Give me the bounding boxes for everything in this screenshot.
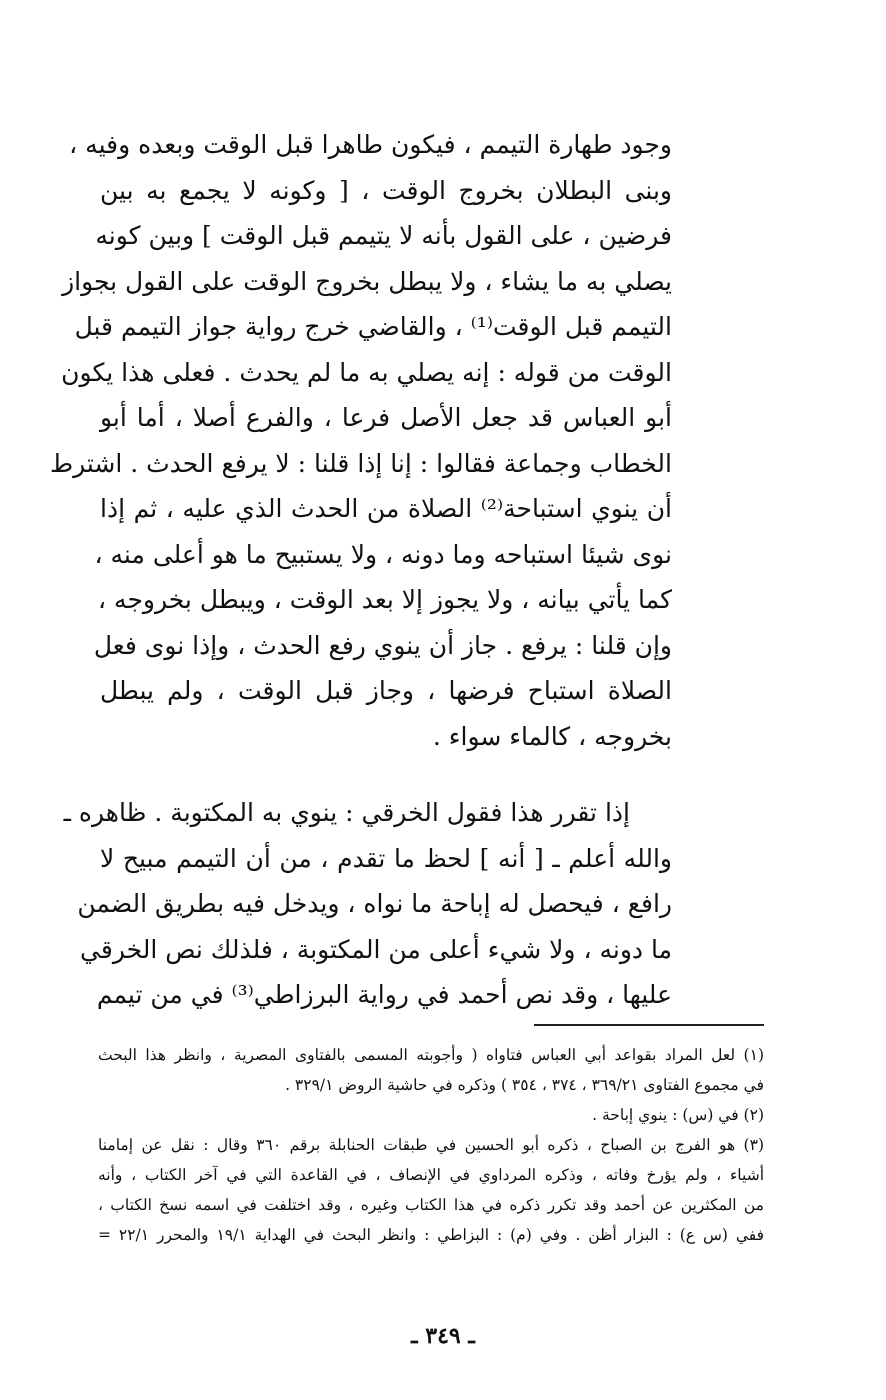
text-line: رافع ، فيحصل له إباحة ما نواه ، ويدخل فيه بطريق الضمن [77,889,672,918]
text-line: يصلي به ما يشاء ، ولا يبطل بخروج الوقت على القول بجواز [62,266,672,296]
paragraph-spacer [100,759,672,790]
footnote-line: (٢) في (س) : ينوي إباحة . [592,1106,764,1124]
text-line: فرضين ، على القول بأنه لا يتيمم قبل الوقت ] وبين كونه [95,221,672,250]
text-line: أبو العباس قد جعل الأصل فرعا ، والفرع أصلا ، أما أبو [100,403,672,432]
text-line: وإن قلنا : يرفع . جاز أن ينوي رفع الحدث ، وإذا نوى فعل [93,630,672,660]
text-line: نوى شيئا استباحه وما دونه ، ولا يستبيح ما هو أعلى منه ، [94,539,672,569]
paragraph-2 [63,790,672,1018]
footnote-line: (٣) هو الفرج بن الصباح ، ذكره أبو الحسين في طبقات الحنابلة برقم ٣٦٠ وقال : نقل عن إمامنا [98,1136,764,1154]
text-line: وبنى البطلان بخروج الوقت ، [ وكونه لا يجمع به بين [100,175,672,205]
text-line: والله أعلم ـ [ أنه ] لحظ ما تقدم ، من أن التيمم مبيح لا [100,843,672,873]
text-line: بخروجه ، كالماء سواء . [432,721,672,751]
text-line: كما يأتي بيانه ، ولا يجوز إلا بعد الوقت ، ويبطل بخروجه ، [98,585,672,614]
main-text [49,122,673,1018]
paragraph-1 [49,122,673,759]
text-line: إذا تقرر هذا فقول الخرقي : ينوي به المكتوبة . ظاهره ـ [63,798,630,827]
footnote-line: ففي (س ع) : البزار أظن . وفي (م) : البزاطي : وانظر البحث في الهداية ١٩/١ والمحرر ٢٢/١ = [98,1226,764,1244]
text-line: الوقت من قوله : إنه يصلي به ما لم يحدث . فعلى هذا يكون [61,357,672,387]
page-number: ـ ٣٤٩ ـ [411,1323,475,1349]
footnote-line: (١) لعل المراد بقواعد أبي العباس فتاواه ( وأجوبته المسمى بالفتاوى المصرية ، وانظر هذا البحث [98,1046,764,1064]
footnote-line: من المكثرين عن أحمد وقد تكرر ذكره في هذا الكتاب وغيره ، وقد اختلفت في اسمه نسخ الكتاب ، [98,1196,764,1214]
text-line: الخطاب وجماعة فقالوا : إنا إذا قلنا : لا يرفع الحدث . اشترط [49,448,672,478]
footnote-separator [534,1024,764,1026]
text-line: ما دونه ، ولا شيء أعلى من المكتوبة ، فلذلك نص الخرقي [80,934,672,964]
footnote-line: في مجموع الفتاوى ٣٦٩/٢١ ، ٣٧٤ ، ٣٥٤ ) وذكره في حاشية الروض ٣٢٩/١ . [285,1076,764,1094]
text-line: أن ينوي استباحة⁽²⁾ الصلاة من الحدث الذي عليه ، ثم إذا [100,494,673,523]
text-line: التيمم قبل الوقت⁽¹⁾ ، والقاضي خرج رواية جواز التيمم قبل [74,312,672,341]
text-line: عليها ، وقد نص أحمد في رواية البرزاطي⁽³⁾ في من تيمم [96,980,672,1009]
footnotes [98,1040,764,1250]
text-line: الصلاة استباح فرضها ، وجاز قبل الوقت ، ولم يبطل [100,676,672,705]
text-line: وجود طهارة التيمم ، فيكون طاهرا قبل الوقت وبعده وفيه ، [69,130,672,159]
footnote-line: أشياء ، ولم يؤرخ وفاته ، وذكره المرداوي في الإنصاف ، في القاعدة التي في آخر الكتاب ، وأنه [98,1166,764,1184]
